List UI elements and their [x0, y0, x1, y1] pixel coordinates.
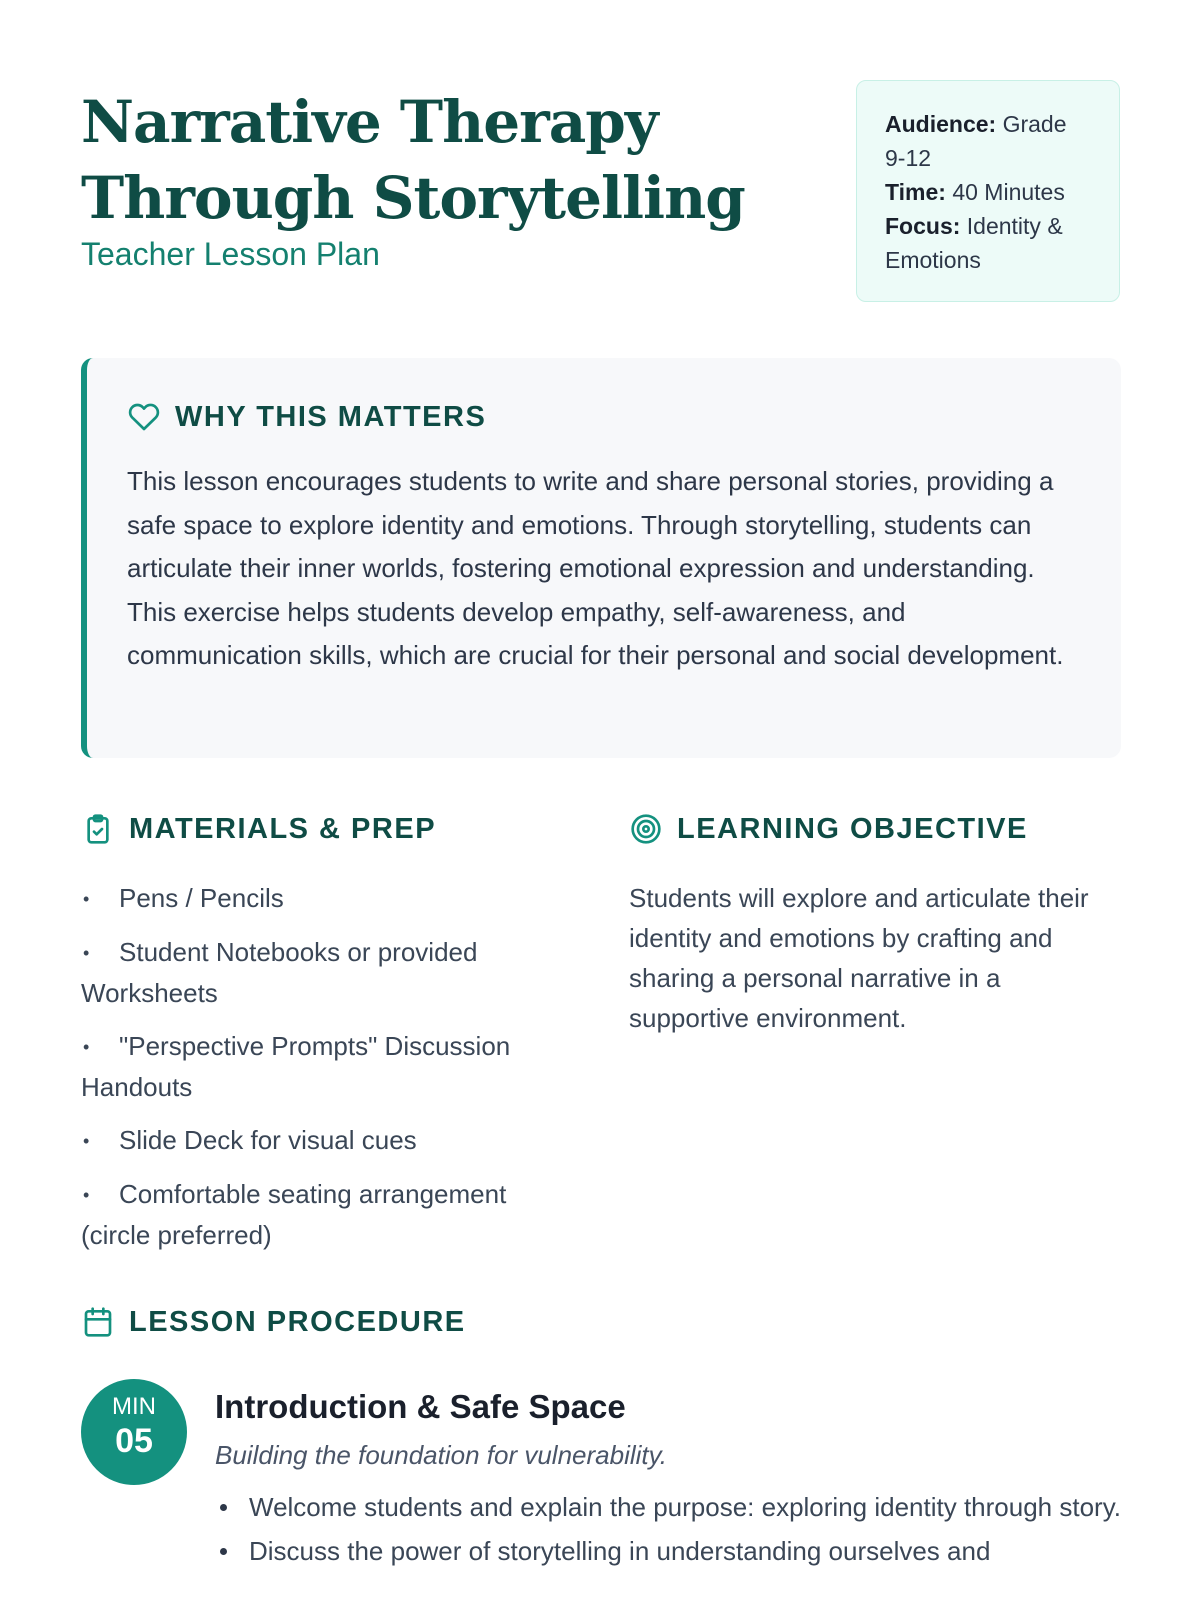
time-label: Time:: [885, 179, 946, 205]
step-title: Introduction & Safe Space: [215, 1388, 626, 1425]
focus-value: Identity & Emotions: [885, 213, 1063, 273]
page-subtitle: Teacher Lesson Plan: [81, 236, 380, 272]
page-title: Narrative Therapy Through Storytelling: [81, 88, 745, 232]
objective-text: Students will explore and articulate their identity and emotions by crafting and sharing a personal narrative in a supportive environment.: [629, 883, 1089, 1033]
header: [81, 80, 1121, 320]
why-this-matters-panel: [81, 358, 1121, 758]
why-heading-label: WHY THIS MATTERS: [175, 400, 487, 433]
step-time-badge: [81, 1379, 187, 1485]
step-body: [215, 1379, 1121, 1575]
list-item: • Slide Deck for visual cues: [83, 1125, 417, 1155]
lesson-plan-page: [81, 0, 1121, 1600]
audience-value: Grade 9-12: [885, 111, 1067, 171]
audience-label: Audience:: [885, 111, 997, 137]
procedure-section: [81, 1305, 1121, 1566]
audience-row: [885, 107, 1093, 175]
objective-heading: [629, 812, 1121, 846]
objective-section: [629, 812, 1121, 1038]
list-item: Welcome students and explain the purpose: exploring identity through story.: [215, 1487, 1121, 1527]
focus-label: Focus:: [885, 213, 961, 239]
step-list: [215, 1487, 1121, 1571]
objective-heading-label: LEARNING OBJECTIVE: [677, 812, 1028, 845]
focus-row: [885, 209, 1093, 277]
lesson-info-card: [856, 80, 1120, 302]
step-subtitle: Building the foundation for vulnerability.: [215, 1440, 667, 1470]
step-time-unit: MIN: [112, 1393, 156, 1420]
list-item: • Comfortable seating arrangement (circle preferred): [81, 1179, 507, 1250]
procedure-heading-label: LESSON PROCEDURE: [129, 1305, 466, 1338]
why-heading: [127, 400, 1081, 434]
list-item: • Student Notebooks or provided Worksheets: [81, 937, 478, 1008]
calendar-icon: [81, 1305, 115, 1339]
time-value: 40 Minutes: [952, 179, 1065, 205]
time-row: [885, 175, 1093, 209]
materials-heading-label: MATERIALS & PREP: [129, 812, 437, 845]
heart-icon: [127, 400, 161, 434]
list-item: • "Perspective Prompts" Discussion Handouts: [81, 1031, 511, 1102]
list-item: Discuss the power of storytelling in understanding ourselves and: [215, 1531, 1121, 1571]
materials-section: [81, 812, 561, 1268]
materials-heading: [81, 812, 561, 846]
target-icon: [629, 812, 663, 846]
procedure-heading: [81, 1305, 1121, 1339]
why-text: This lesson encourages students to write and share personal stories, providing a safe space to explore identity and emotions. Through storytelling, students can articulate their inner worlds, fostering emotional expression and understanding. This exercise helps students develop empathy, self-awareness, and communication skills, which are crucial for their personal and social development.: [127, 466, 1064, 670]
clipboard-check-icon: [81, 812, 115, 846]
materials-list: [81, 878, 561, 1255]
step-time-minutes: 05: [115, 1422, 153, 1460]
list-item: • Pens / Pencils: [83, 883, 284, 913]
